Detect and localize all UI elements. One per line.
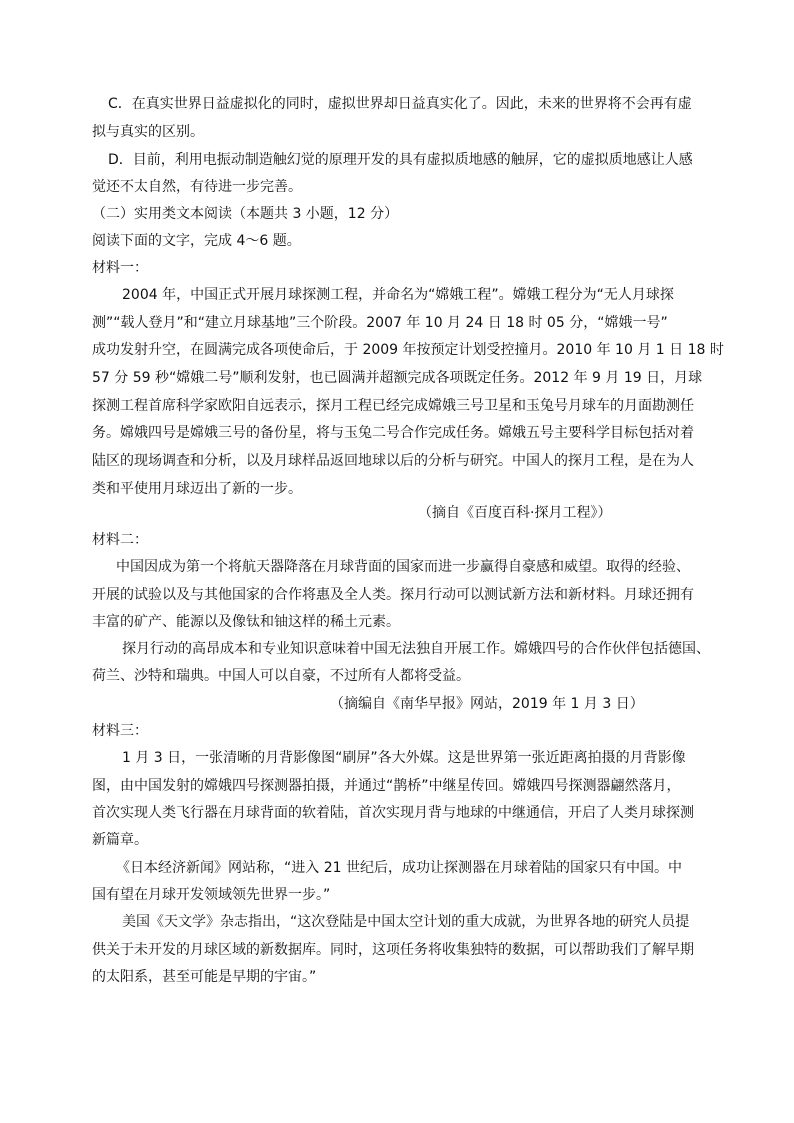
material2-line: 中国因成为第一个将航天器降落在月球背面的国家而进一步赢得自豪感和威望。取得的经验、 bbox=[116, 559, 690, 575]
material1-label: 材料一： bbox=[92, 260, 148, 276]
material3-line: 1 月 3 日，一张清晰的月背影像图“刷屏”各大外媒。这是世界第一张近距离拍摄的月背影像 bbox=[122, 750, 686, 766]
material3-line: 的太阳系，甚至可能是早期的宇宙。” bbox=[92, 969, 317, 985]
option-c-line-1: C．在真实世界日益虚拟化的同时，虚拟世界却日益真实化了。因此，未来的世界将不会再有虚 bbox=[108, 96, 692, 112]
material3-line: 新篇章。 bbox=[92, 832, 148, 848]
material1-line: 探测工程首席科学家欧阳自远表示，探月工程已经完成嫦娥三号卫星和玉兔号月球车的月面勘测任 bbox=[92, 398, 694, 414]
material3-line: 《日本经济新闻》网站称，“进入 21 世纪后，成功让探测器在月球着陆的国家只有中国。中 bbox=[116, 860, 682, 876]
material1-line: 务。嫦娥四号是嫦娥三号的备份星，将与玉兔二号合作完成任务。嫦娥五号主要科学目标包括对着 bbox=[92, 425, 694, 441]
section-heading: （二）实用类文本阅读（本题共 3 小题，12 分） bbox=[92, 206, 399, 222]
material1-line: 测”“载人登月”和“建立月球基地”三个阶段。2007 年 10 月 24 日 18 时 05 分，“嫦娥一号” bbox=[92, 315, 668, 331]
material3-line: 供关于未开发的月球区域的新数据库。同时，这项任务将收集独特的数据，可以帮助我们了解早期 bbox=[92, 942, 694, 958]
material1-line: 类和平使用月球迈出了新的一步。 bbox=[92, 481, 302, 497]
material3-line: 国有望在月球开发领域领先世界一步。” bbox=[92, 887, 331, 903]
material3-line: 美国《天文学》杂志指出，“这次登陆是中国太空计划的重大成就，为世界各地的研究人员提 bbox=[122, 914, 690, 930]
material2-source: （摘编自《南华早报》网站，2019 年 1 月 3 日） bbox=[330, 696, 644, 712]
material2-line: 探月行动的高昂成本和专业知识意味着中国无法独自开展工作。嫦娥四号的合作伙伴包括德国、 bbox=[122, 641, 710, 657]
material1-line: 陆区的现场调查和分析，以及月球样品返回地球以后的分析与研究。中国人的探月工程，是在为人 bbox=[92, 453, 694, 469]
section-instruction: 阅读下面的文字，完成 4～6 题。 bbox=[92, 233, 301, 249]
material2-line: 开展的试验以及与其他国家的合作将惠及全人类。探月行动可以测试新方法和新材料。月球还拥有 bbox=[92, 587, 694, 603]
material2-line: 丰富的矿产、能源以及像钛和铀这样的稀土元素。 bbox=[92, 614, 400, 630]
material3-line: 首次实现人类飞行器在月球背面的软着陆，首次实现月背与地球的中继通信，开启了人类月球探测 bbox=[92, 805, 694, 821]
material2-label: 材料二： bbox=[92, 532, 148, 548]
material2-line: 荷兰、沙特和瑞典。中国人可以自豪，不过所有人都将受益。 bbox=[92, 668, 470, 684]
material3-line: 图，由中国发射的嫦娥四号探测器拍摄，并通过“鹊桥”中继星传回。嫦娥四号探测器翩然落月， bbox=[92, 778, 681, 794]
option-c-line-2: 拟与真实的区别。 bbox=[92, 124, 204, 140]
option-d-line-1: D．目前，利用电振动制造触幻觉的原理开发的具有虚拟质地感的触屏，它的虚拟质地感让人感 bbox=[108, 152, 693, 168]
option-d-line-2: 觉还不太自然，有待进一步完善。 bbox=[92, 179, 302, 195]
material1-line: 成功发射升空，在圆满完成各项使命后，于 2009 年按预定计划受控撞月。2010 年 10 月 1 日 18 时 bbox=[92, 342, 724, 358]
material1-source: （摘自《百度百科·探月工程》） bbox=[418, 505, 612, 521]
material3-label: 材料三： bbox=[92, 723, 148, 739]
material1-line: 2004 年，中国正式开展月球探测工程，并命名为“嫦娥工程”。嫦娥工程分为“无人月球探 bbox=[122, 287, 674, 303]
material1-line: 57 分 59 秒“嫦娥二号”顺利发射，也已圆满并超额完成各项既定任务。2012 年 9 月 19 日，月球 bbox=[92, 370, 703, 386]
